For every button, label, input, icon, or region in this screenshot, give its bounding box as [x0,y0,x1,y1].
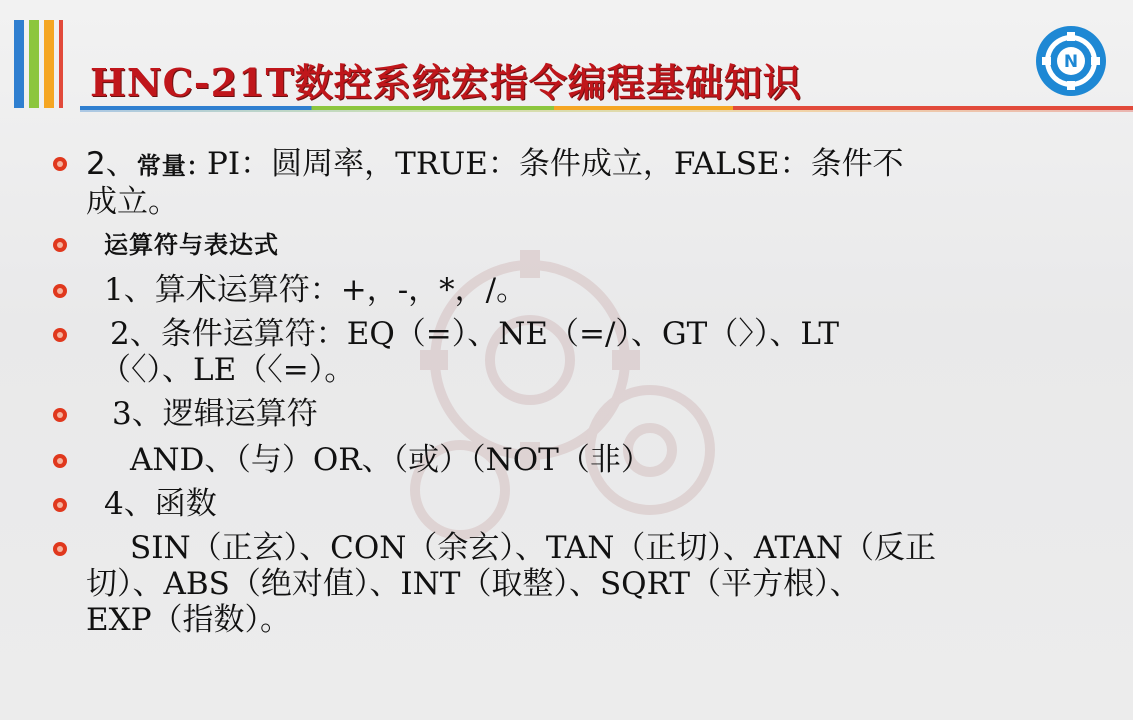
bullet-6: AND、（与）OR、（或）（NOT（非） [130,442,652,478]
bullet-gear-icon [51,540,69,558]
bullet-gear-icon [51,236,69,254]
bullet-5: 3、逻辑运算符 [112,396,318,432]
logo-letter: N [1063,52,1079,72]
bullet-4-cont: （〈）、LE（〈=）。 [100,352,356,388]
bullet-4: 2、条件运算符：EQ（=）、NE（=/）、GT（〉）、LT [110,316,840,352]
bullet-1: 2、常量: PI：圆周率，TRUE：条件成立，FALSE：条件不 [86,146,904,182]
bullet-gear-icon [51,452,69,470]
bullet-8-cont2: EXP（指数）。 [86,602,292,638]
bullet-gear-icon [51,406,69,424]
bullet-gear-icon [51,326,69,344]
bullet-2: 运算符与表达式 [104,231,279,259]
bullet-gear-icon [51,282,69,300]
bullet-gear-icon [51,496,69,514]
bullet-3: 1、算术运算符：+，-，*，/。 [104,272,528,308]
bullet-8-cont: 切）、ABS（绝对值）、INT（取整）、SQRT（平方根）、 [86,566,861,602]
bullet-1-cont: 成立。 [86,184,179,220]
page-title: HNC-21T数控系统宏指令编程基础知识 [90,60,802,105]
bullet-gear-icon [51,155,69,173]
bullet-8: SIN（正玄）、CON（余玄）、TAN（正切）、ATAN（反正 [130,530,937,566]
bullet-7: 4、函数 [104,486,217,522]
